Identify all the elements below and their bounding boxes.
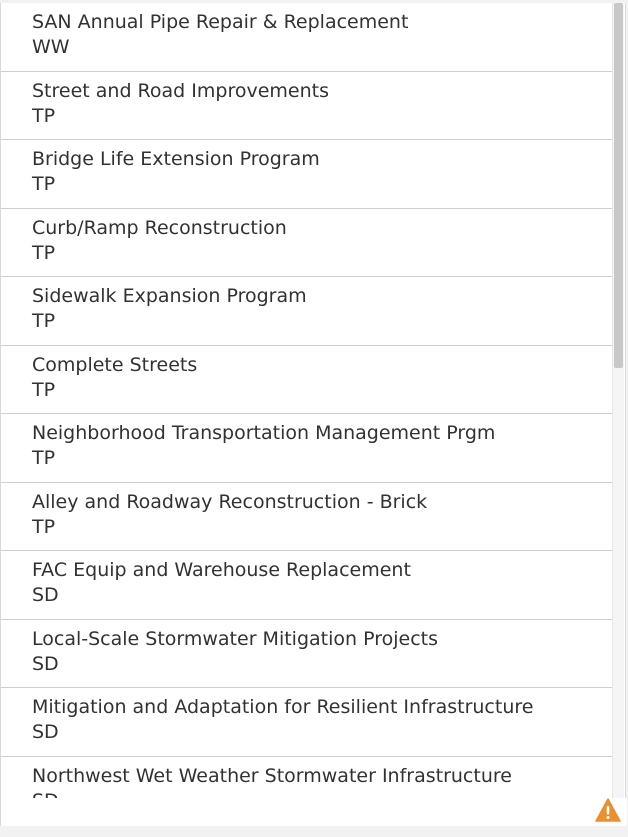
project-list-panel <box>0 3 626 826</box>
list-item[interactable] <box>1 620 613 689</box>
list-item[interactable] <box>1 277 613 346</box>
item-title: Bridge Life Extension Program <box>32 148 320 170</box>
item-code: SD <box>32 652 59 675</box>
scrollbar-thumb[interactable] <box>614 3 623 368</box>
item-title: SAN Annual Pipe Repair & Replacement <box>32 11 409 33</box>
footer-strip <box>1 798 627 826</box>
item-title: Northwest Wet Weather Stormwater Infrastructure <box>32 764 512 787</box>
item-code: TP <box>32 447 56 469</box>
item-title: Complete Streets <box>32 353 198 376</box>
item-code: WW <box>32 36 70 58</box>
item-code: TP <box>32 310 56 332</box>
item-code: TP <box>32 173 56 195</box>
list-item[interactable] <box>1 346 613 415</box>
page-bottom-gap <box>0 826 628 837</box>
item-title: Curb/Ramp Reconstruction <box>32 216 287 239</box>
list-item[interactable] <box>1 140 613 209</box>
project-list[interactable] <box>1 3 613 798</box>
warning-icon[interactable] <box>595 798 621 822</box>
item-title: Sidewalk Expansion Program <box>32 285 307 307</box>
item-code: SD <box>32 721 59 743</box>
list-item[interactable] <box>1 483 613 552</box>
item-code: TP <box>32 378 56 401</box>
item-title: Local-Scale Stormwater Mitigation Projects <box>32 627 438 650</box>
list-item[interactable] <box>1 72 613 141</box>
item-code: SD <box>32 584 59 606</box>
item-title: Street and Road Improvements <box>32 79 329 102</box>
list-item[interactable] <box>1 209 613 278</box>
item-code: TP <box>32 241 56 264</box>
item-code: TP <box>32 104 56 127</box>
vertical-scrollbar[interactable] <box>612 3 624 798</box>
list-item[interactable] <box>1 414 613 483</box>
item-code: TP <box>32 515 56 538</box>
list-item[interactable] <box>1 688 613 757</box>
item-title: FAC Equip and Warehouse Replacement <box>32 559 411 581</box>
list-item[interactable] <box>1 551 613 620</box>
item-title: Mitigation and Adaptation for Resilient Infrastructure <box>32 696 534 718</box>
list-item[interactable] <box>1 3 613 72</box>
item-title: Neighborhood Transportation Management Prgm <box>32 422 496 444</box>
item-title: Alley and Roadway Reconstruction - Brick <box>32 490 428 513</box>
